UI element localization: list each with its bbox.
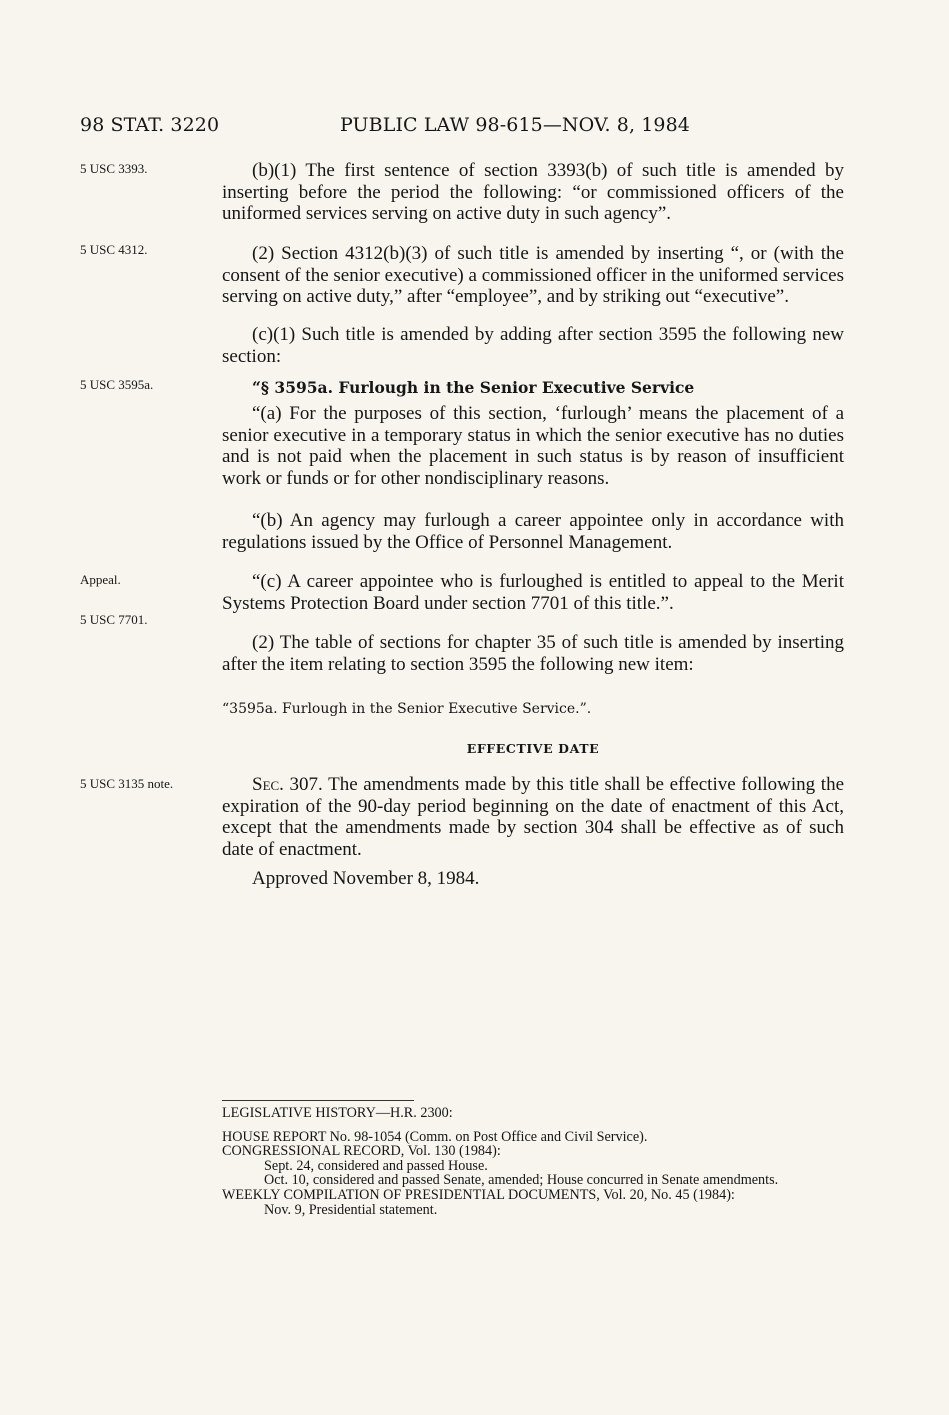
legislative-history bbox=[222, 1106, 844, 1217]
subsection-c bbox=[222, 571, 844, 614]
history-title: LEGISLATIVE HISTORY—H.R. 2300: bbox=[222, 1105, 453, 1121]
margin-note: 5 USC 3135 note. bbox=[80, 776, 174, 791]
paragraph-text: “(c) A career appointee who is furloughed is entitled to appeal to the Merit Systems Protection Board under section 7701 of this title.”. bbox=[222, 571, 844, 614]
section-heading: “§ 3595a. Furlough in the Senior Executive Service bbox=[252, 378, 695, 397]
approval-line bbox=[222, 868, 844, 890]
margin-note: Appeal. bbox=[80, 572, 121, 587]
margin-note: 5 USC 3393. bbox=[80, 161, 148, 176]
paragraph-text: (2) Section 4312(b)(3) of such title is amended by inserting “, or (with the consent of the senior executive) a commissioned officer in the uniformed services serving on active duty,” after “employee”, and by striking out “executive”. bbox=[222, 243, 844, 307]
section-label: Sec. 307. bbox=[252, 774, 323, 795]
approval-text: Approved November 8, 1984. bbox=[252, 868, 480, 889]
divider bbox=[222, 1100, 414, 1101]
paragraph-text: (b)(1) The first sentence of section 3393(b) of such title is amended by inserting before the period the following: “or commissioned officers of the uniformed services serving on active duty in such agency”. bbox=[222, 160, 844, 224]
margin-note: 5 USC 7701. bbox=[80, 612, 148, 627]
paragraph-text: (2) The table of sections for chapter 35 of such title is amended by inserting after the item relating to section 3595 the following new item: bbox=[222, 632, 844, 675]
margin-note: 5 USC 4312. bbox=[80, 242, 148, 257]
paragraph-text: The amendments made by this title shall be effective following the expiration of the 90-day period beginning on the date of enactment of this Act, except that the amendments made by section 304 shall be effective as of such date of enactment. bbox=[222, 774, 845, 860]
subsection-a bbox=[222, 403, 844, 489]
margin-note: 5 USC 3595a. bbox=[80, 377, 154, 392]
paragraph-text: “(b) An agency may furlough a career appointee only in accordance with regulations issued by the Office of Personnel Management. bbox=[222, 510, 844, 553]
history-entry: Sept. 24, considered and passed House. bbox=[264, 1157, 488, 1174]
weekly-compilation: WEEKLY COMPILATION OF PRESIDENTIAL DOCUMENTS, Vol. 20, No. 45 (1984): bbox=[222, 1186, 735, 1203]
effective-date-heading: EFFECTIVE DATE bbox=[466, 741, 600, 756]
paragraph-text: “(a) For the purposes of this section, ‘furlough’ means the placement of a senior executive in a temporary status in which the senior executive has no duties and is not paid when the placement in such status is by reason of insufficient work or funds or for other nondisciplinary reasons. bbox=[222, 403, 844, 489]
history-entry: Oct. 10, considered and passed Senate, amended; House concurred in Senate amendments. bbox=[264, 1172, 779, 1189]
table-of-sections-item: “3595a. Furlough in the Senior Executive Service.”. bbox=[222, 701, 592, 717]
history-entry: Nov. 9, Presidential statement. bbox=[264, 1201, 438, 1218]
paragraph-2 bbox=[222, 243, 844, 308]
section-307 bbox=[222, 774, 844, 860]
paragraph-text: (c)(1) Such title is amended by adding after section 3595 the following new section: bbox=[222, 324, 844, 367]
paragraph-c1 bbox=[222, 324, 844, 367]
paragraph-b1 bbox=[222, 160, 844, 225]
congressional-record: CONGRESSIONAL RECORD, Vol. 130 (1984): bbox=[222, 1143, 501, 1160]
running-title: PUBLIC LAW 98-615—NOV. 8, 1984 bbox=[340, 114, 690, 136]
subsection-b bbox=[222, 510, 844, 553]
page-number-header: 98 STAT. 3220 bbox=[80, 114, 220, 136]
paragraph-table-amend bbox=[222, 632, 844, 675]
house-report: HOUSE REPORT No. 98-1054 (Comm. on Post Office and Civil Service). bbox=[222, 1128, 648, 1145]
